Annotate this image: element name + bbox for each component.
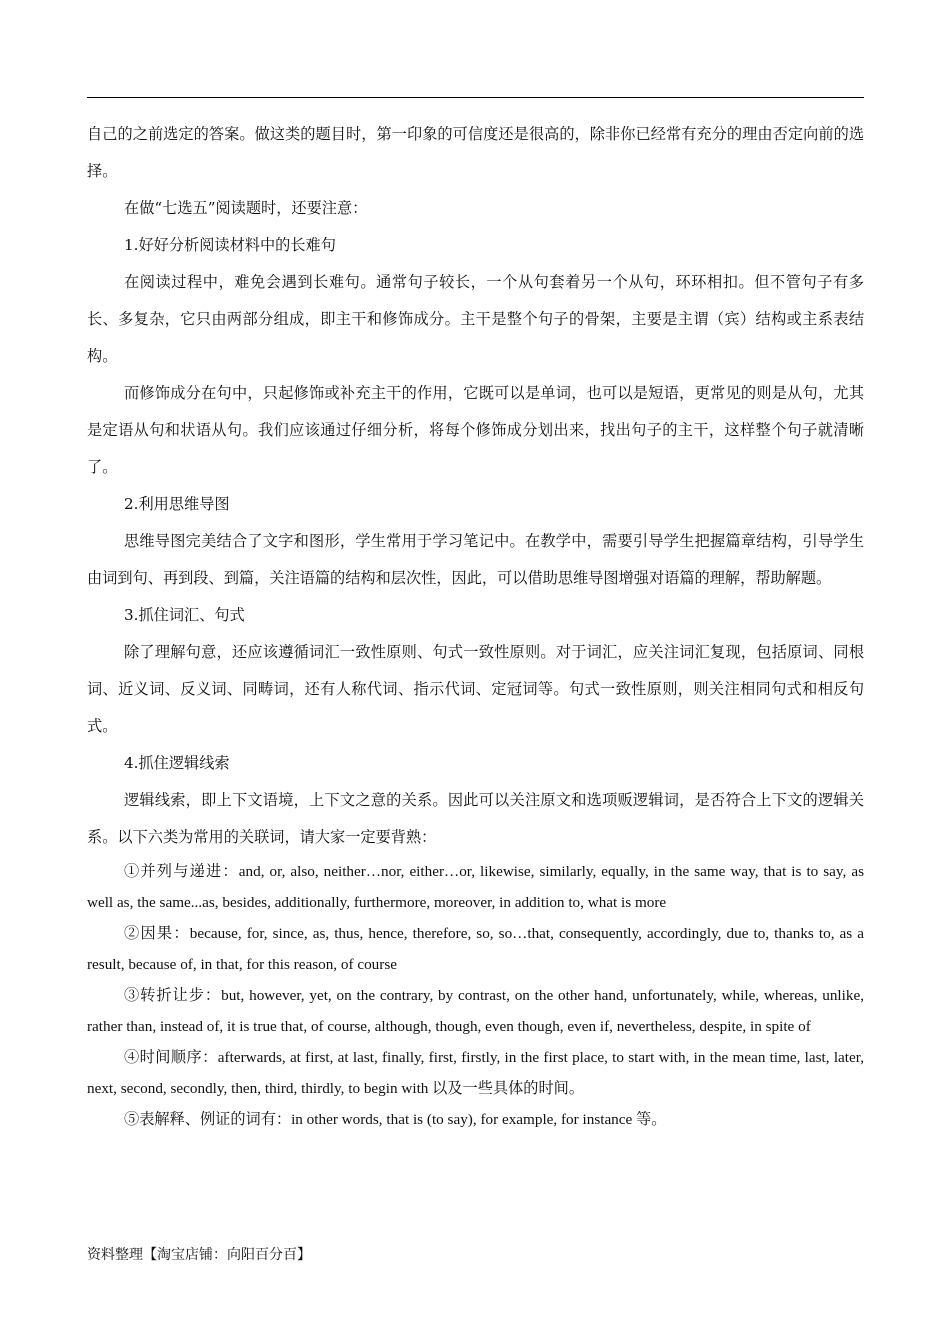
connective-list-item: ⑤表解释、例证的词有：in other words, that is (to say), for example, for instance 等。: [124, 1111, 667, 1128]
header-rule: [87, 97, 864, 98]
section-heading-4: 4.抓住逻辑线索: [124, 754, 230, 772]
paragraph: 逻辑线索，即上下文语境，上下文之意的关系。因此可以关注原文和选项贩逻辑词，是否符合上下文的逻辑关系。以下六类为常用的关联词，请大家一定要背熟：: [87, 791, 864, 846]
section-heading-2: 2.利用思维导图: [124, 495, 230, 513]
connective-list-item: ①并列与递进：and, or, also, neither…nor, either…or, likewise, similarly, equally, in the same way, that is to say, as well as, the same...as, besides, additionally, furthermore, moreover, in addition to, what is more: [87, 863, 864, 911]
paragraph: 思维导图完美结合了文字和图形，学生常用于学习笔记中。在教学中，需要引导学生把握篇章结构，引导学生由词到句、再到段、到篇，关注语篇的结构和层次性，因此，可以借助思维导图增强对语篇的理解，帮助解题。: [87, 532, 864, 587]
connective-list-item: ③转折让步：but, however, yet, on the contrary, by contrast, on the other hand, unfortunately, while, whereas, unlike, rather than, instead of, it is true that, of course, although, though, even though, even if, nevertheless, despite, in spite of: [87, 987, 864, 1035]
paragraph: 而修饰成分在句中，只起修饰或补充主干的作用，它既可以是单词，也可以是短语，更常见的则是从句，尤其是定语从句和状语从句。我们应该通过仔细分析，将每个修饰成分划出来，找出句子的主干，这样整个句子就清晰了。: [87, 384, 864, 476]
connective-list-item: ②因果：because, for, since, as, thus, hence, therefore, so, so…that, consequently, accordingly, due to, thanks to, as a result, because of, in that, for this reason, of course: [87, 925, 864, 973]
page-footer: 资料整理【淘宝店铺：向阳百分百】: [87, 1247, 311, 1263]
paragraph-continued: 自己的之前选定的答案。做这类的题目时，第一印象的可信度还是很高的，除非你已经常有充分的理由否定向前的选择。: [87, 125, 864, 180]
paragraph-intro: 在做“七选五”阅读题时，还要注意：: [124, 199, 368, 217]
paragraph: 在阅读过程中，难免会遇到长难句。通常句子较长，一个从句套着另一个从句，环环相扣。但不管句子有多长、多复杂，它只由两部分组成，即主干和修饰成分。主干是整个句子的骨架，主要是主谓（宾）结构或主系表结构。: [87, 273, 864, 365]
document-body: [87, 116, 864, 1138]
section-heading-3: 3.抓住词汇、句式: [124, 606, 245, 624]
paragraph: 除了理解句意，还应该遵循词汇一致性原则、句式一致性原则。对于词汇，应关注词汇复现，包括原词、同根词、近义词、反义词、同畴词，还有人称代词、指示代词、定冠词等。句式一致性原则，则关注相同句式和相反句式。: [87, 643, 864, 735]
section-heading-1: 1.好好分析阅读材料中的长难句: [124, 236, 336, 254]
connective-list-item: ④时间顺序：afterwards, at first, at last, finally, first, firstly, in the first place, to start with, in the mean time, last, later, next, second, secondly, then, third, thirdly, to begin with 以及一些具体的时间。: [87, 1049, 864, 1097]
